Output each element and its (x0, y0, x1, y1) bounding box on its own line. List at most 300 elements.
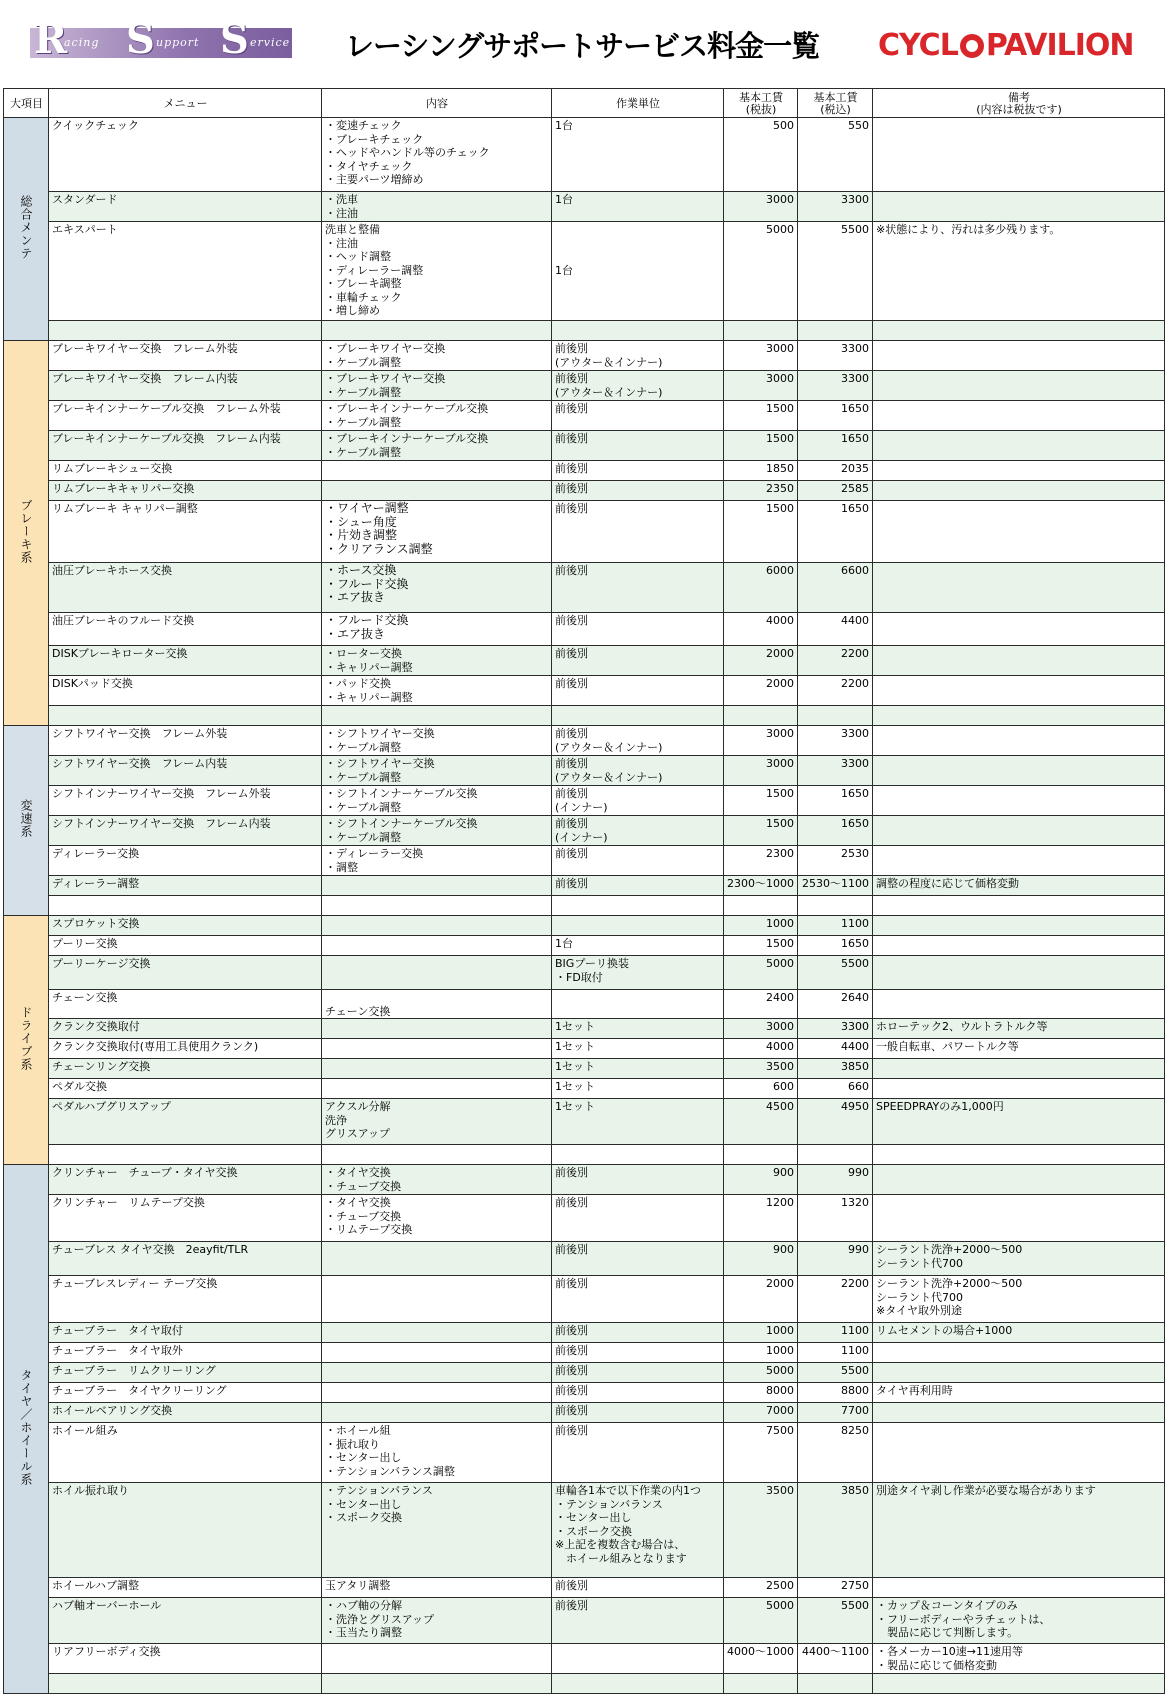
menu-cell: チェーン交換 (49, 990, 322, 1019)
price-incl-cell: 1650 (798, 936, 873, 956)
unit-cell: 前後別 (552, 563, 724, 613)
price-incl-cell: 3300 (798, 1019, 873, 1039)
unit-cell: 前後別 (552, 401, 724, 431)
content-cell (322, 481, 552, 501)
unit-cell: 車輪各1本で以下作業の内1つ ・テンションバランス ・センター出し ・スポーク交換 ※上記を複数含む場合は、 ホイール組みとなります (552, 1483, 724, 1578)
price-excl-cell: 2400 (724, 990, 798, 1019)
price-incl-cell: 1650 (798, 431, 873, 461)
note-cell (873, 816, 1165, 846)
column-header: 大項目 (4, 89, 49, 118)
table-row (4, 1039, 1165, 1059)
unit-cell: 前後別 (552, 676, 724, 706)
price-excl-cell: 3500 (724, 1483, 798, 1578)
price-incl-cell: 2200 (798, 676, 873, 706)
unit-cell: 前後別 (552, 501, 724, 563)
price-excl-cell: 1500 (724, 501, 798, 563)
menu-cell: ハブ軸オーバーホール (49, 1598, 322, 1644)
table-row (4, 1242, 1165, 1276)
table-row (4, 1059, 1165, 1079)
note-cell (873, 706, 1165, 726)
note-cell (873, 1145, 1165, 1165)
column-header: 基本工賃 (税込) (798, 89, 873, 118)
content-cell: ・タイヤ交換 ・チューブ交換 ・リムテープ交換 (322, 1195, 552, 1242)
content-cell (322, 1019, 552, 1039)
logo-letter: R (34, 16, 68, 63)
price-excl-cell: 5000 (724, 1598, 798, 1644)
content-cell: ・ブレーキワイヤー交換 ・ケーブル調整 (322, 341, 552, 371)
price-incl-cell: 4400～1100 (798, 1644, 873, 1674)
unit-cell: 前後別 (アウター＆インナー) (552, 341, 724, 371)
table-row (4, 726, 1165, 756)
note-cell (873, 1165, 1165, 1195)
menu-cell: ホイールハブ調整 (49, 1578, 322, 1598)
unit-cell: 前後別 (552, 1403, 724, 1423)
column-header: 備考 (内容は税抜です) (873, 89, 1165, 118)
note-cell (873, 1423, 1165, 1483)
unit-cell: 1セット (552, 1059, 724, 1079)
price-excl-cell: 1000 (724, 1323, 798, 1343)
table-row (4, 461, 1165, 481)
content-cell (322, 1039, 552, 1059)
note-cell (873, 726, 1165, 756)
table-row (4, 401, 1165, 431)
price-incl-cell (798, 1145, 873, 1165)
content-cell: 玉アタリ調整 (322, 1578, 552, 1598)
menu-cell: ホイールベアリング交換 (49, 1403, 322, 1423)
price-incl-cell: 990 (798, 1165, 873, 1195)
column-header: 内容 (322, 89, 552, 118)
price-excl-cell: 3000 (724, 371, 798, 401)
globe-icon (960, 34, 984, 58)
table-row (4, 341, 1165, 371)
price-incl-cell: 1650 (798, 401, 873, 431)
category-cell (4, 726, 49, 916)
unit-cell: 前後別 (552, 1242, 724, 1276)
table-row (4, 222, 1165, 321)
content-cell: ・ホース交換 ・フルード交換 ・エア抜き (322, 563, 552, 613)
note-cell (873, 896, 1165, 916)
price-excl-cell: 5000 (724, 1363, 798, 1383)
unit-cell (552, 916, 724, 936)
note-cell (873, 1195, 1165, 1242)
note-cell (873, 646, 1165, 676)
table-row (4, 192, 1165, 222)
table-row (4, 1276, 1165, 1323)
content-cell: ・ブレーキインナーケーブル交換 ・ケーブル調整 (322, 401, 552, 431)
unit-cell: 1セット (552, 1039, 724, 1059)
unit-cell: 前後別 (552, 1598, 724, 1644)
table-row (4, 1383, 1165, 1403)
unit-cell: 前後別 (552, 1323, 724, 1343)
menu-cell: ホイル振れ取り (49, 1483, 322, 1578)
note-cell (873, 936, 1165, 956)
table-row (4, 990, 1165, 1019)
note-cell: 別途タイヤ剥し作業が必要な場合があります (873, 1483, 1165, 1578)
menu-cell: DISKブレーキローター交換 (49, 646, 322, 676)
price-incl-cell: 1320 (798, 1195, 873, 1242)
logo-word: upport (156, 36, 200, 49)
table-row (4, 1403, 1165, 1423)
price-incl-cell (798, 896, 873, 916)
price-incl-cell: 2035 (798, 461, 873, 481)
price-excl-cell: 1000 (724, 916, 798, 936)
menu-cell (49, 1145, 322, 1165)
table-row (4, 1363, 1165, 1383)
menu-cell: DISKパッド交換 (49, 676, 322, 706)
content-cell: ・ディレーラー交換 ・調整 (322, 846, 552, 876)
logo-word: ervice (250, 36, 291, 49)
price-incl-cell: 550 (798, 118, 873, 192)
unit-cell: 前後別 (552, 1363, 724, 1383)
price-excl-cell: 2000 (724, 676, 798, 706)
table-row (4, 1423, 1165, 1483)
table-row (4, 1165, 1165, 1195)
price-incl-cell: 3850 (798, 1483, 873, 1578)
note-cell: シーラント洗浄+2000～500 シーラント代700 ※タイヤ取外別途 (873, 1276, 1165, 1323)
price-table (3, 88, 1165, 1694)
price-excl-cell: 3000 (724, 756, 798, 786)
note-cell (873, 371, 1165, 401)
price-excl-cell: 2300～1000 (724, 876, 798, 896)
unit-cell: 前後別 (552, 1195, 724, 1242)
menu-cell: 油圧ブレーキホース交換 (49, 563, 322, 613)
content-cell (322, 1343, 552, 1363)
content-cell: ・洗車 ・注油 (322, 192, 552, 222)
content-cell (322, 1323, 552, 1343)
price-excl-cell: 1500 (724, 936, 798, 956)
price-incl-cell (798, 706, 873, 726)
unit-cell: 1台 (552, 936, 724, 956)
table-row (4, 371, 1165, 401)
content-cell (322, 1674, 552, 1694)
brand-left: CYCL (878, 28, 958, 63)
price-incl-cell: 3300 (798, 192, 873, 222)
price-excl-cell: 3500 (724, 1059, 798, 1079)
note-cell (873, 1079, 1165, 1099)
price-incl-cell (798, 321, 873, 341)
price-incl-cell: 8250 (798, 1423, 873, 1483)
price-excl-cell: 1850 (724, 461, 798, 481)
menu-cell: シフトインナーワイヤー交換 フレーム内装 (49, 816, 322, 846)
content-cell: ・ホイール組 ・振れ取り ・センター出し ・テンションバランス調整 (322, 1423, 552, 1483)
note-cell (873, 501, 1165, 563)
unit-cell: 前後別 (552, 1578, 724, 1598)
price-excl-cell: 1500 (724, 401, 798, 431)
content-cell: ・ワイヤー調整 ・シュー角度 ・片効き調整 ・クリアランス調整 (322, 501, 552, 563)
note-cell (873, 676, 1165, 706)
price-excl-cell: 4000～1000 (724, 1644, 798, 1674)
price-excl-cell (724, 1674, 798, 1694)
note-cell (873, 321, 1165, 341)
price-incl-cell (798, 1674, 873, 1694)
price-incl-cell: 4950 (798, 1099, 873, 1145)
table-row (4, 1343, 1165, 1363)
note-cell (873, 461, 1165, 481)
note-cell: ・カップ＆コーンタイプのみ ・フリーボディーやラチェットは、 製品に応じて判断します。 (873, 1598, 1165, 1644)
price-excl-cell: 4500 (724, 1099, 798, 1145)
content-cell (322, 706, 552, 726)
price-incl-cell: 3300 (798, 371, 873, 401)
unit-cell: 前後別 (アウター＆インナー) (552, 371, 724, 401)
menu-cell: シフトワイヤー交換 フレーム内装 (49, 756, 322, 786)
table-row (4, 431, 1165, 461)
price-excl-cell: 600 (724, 1079, 798, 1099)
content-cell (322, 461, 552, 481)
category-cell (4, 341, 49, 726)
menu-cell: ブレーキインナーケーブル交換 フレーム外装 (49, 401, 322, 431)
table-row (4, 481, 1165, 501)
table-row (4, 846, 1165, 876)
price-incl-cell: 990 (798, 1242, 873, 1276)
price-incl-cell: 2200 (798, 1276, 873, 1323)
note-cell: タイヤ再利用時 (873, 1383, 1165, 1403)
unit-cell: 1台 (552, 118, 724, 192)
price-excl-cell (724, 321, 798, 341)
price-excl-cell (724, 1145, 798, 1165)
content-cell: チェーン交換 (322, 990, 552, 1019)
price-incl-cell: 1100 (798, 1323, 873, 1343)
table-row (4, 321, 1165, 341)
price-incl-cell: 3300 (798, 756, 873, 786)
content-cell (322, 936, 552, 956)
price-incl-cell: 660 (798, 1079, 873, 1099)
menu-cell (49, 706, 322, 726)
unit-cell: 前後別 (552, 1423, 724, 1483)
content-cell: ・シフトワイヤー交換 ・ケーブル調整 (322, 756, 552, 786)
content-cell (322, 1403, 552, 1423)
content-cell (322, 1383, 552, 1403)
price-excl-cell: 1200 (724, 1195, 798, 1242)
unit-cell: 前後別 (552, 613, 724, 646)
unit-cell: 前後別 (552, 1276, 724, 1323)
content-cell (322, 1644, 552, 1674)
page-title: レーシングサポートサービス料金一覧 (345, 29, 820, 63)
table-row (4, 1019, 1165, 1039)
note-cell (873, 786, 1165, 816)
unit-cell: 前後別 (552, 461, 724, 481)
content-cell: ・シフトインナーケーブル交換 ・ケーブル調整 (322, 816, 552, 846)
price-excl-cell: 2300 (724, 846, 798, 876)
content-cell: ・シフトインナーケーブル交換 ・ケーブル調整 (322, 786, 552, 816)
price-incl-cell: 4400 (798, 1039, 873, 1059)
price-excl-cell: 900 (724, 1242, 798, 1276)
content-cell: ・シフトワイヤー交換 ・ケーブル調整 (322, 726, 552, 756)
price-incl-cell: 2640 (798, 990, 873, 1019)
menu-cell: スタンダード (49, 192, 322, 222)
content-cell: ・タイヤ交換 ・チューブ交換 (322, 1165, 552, 1195)
table-row (4, 706, 1165, 726)
page-header (0, 0, 1165, 88)
table-row (4, 1145, 1165, 1165)
price-excl-cell: 2000 (724, 646, 798, 676)
content-cell: 洗車と整備 ・注油 ・ヘッド調整 ・ディレーラー調整 ・ブレーキ調整 ・車輪チェック ・増し締め (322, 222, 552, 321)
table-row (4, 916, 1165, 936)
price-incl-cell: 1650 (798, 786, 873, 816)
menu-cell: リアフリーボディ交換 (49, 1644, 322, 1674)
price-incl-cell: 1650 (798, 816, 873, 846)
unit-cell: 前後別 (インナー) (552, 786, 724, 816)
price-excl-cell: 7500 (724, 1423, 798, 1483)
unit-cell: 前後別 (552, 1343, 724, 1363)
content-cell: ・ブレーキワイヤー交換 ・ケーブル調整 (322, 371, 552, 401)
price-incl-cell: 2585 (798, 481, 873, 501)
menu-cell: クリンチャー リムテープ交換 (49, 1195, 322, 1242)
menu-cell: 油圧ブレーキのフルード交換 (49, 613, 322, 646)
content-cell: アクスル分解 洗浄 グリスアップ (322, 1099, 552, 1145)
note-cell (873, 846, 1165, 876)
menu-cell: リムブレーキ キャリパー調整 (49, 501, 322, 563)
unit-cell: 前後別 (552, 646, 724, 676)
note-cell (873, 1363, 1165, 1383)
price-incl-cell: 3850 (798, 1059, 873, 1079)
note-cell: リムセメントの場合+1000 (873, 1323, 1165, 1343)
price-excl-cell: 3000 (724, 192, 798, 222)
category-cell (4, 1165, 49, 1694)
price-excl-cell: 7000 (724, 1403, 798, 1423)
note-cell (873, 1674, 1165, 1694)
table-row (4, 896, 1165, 916)
content-cell (322, 956, 552, 990)
price-incl-cell: 7700 (798, 1403, 873, 1423)
content-cell (322, 1363, 552, 1383)
price-incl-cell: 2750 (798, 1578, 873, 1598)
price-incl-cell: 1100 (798, 916, 873, 936)
menu-cell: エキスパート (49, 222, 322, 321)
menu-cell: チューブラー リムクリーリング (49, 1363, 322, 1383)
menu-cell (49, 896, 322, 916)
price-incl-cell: 5500 (798, 956, 873, 990)
menu-cell: ペダルハブグリスアップ (49, 1099, 322, 1145)
menu-cell: リムブレーキキャリパー交換 (49, 481, 322, 501)
menu-cell: ディレーラー調整 (49, 876, 322, 896)
table-row (4, 118, 1165, 192)
price-excl-cell: 4000 (724, 1039, 798, 1059)
price-excl-cell: 5000 (724, 956, 798, 990)
price-incl-cell: 1650 (798, 501, 873, 563)
price-incl-cell: 3300 (798, 726, 873, 756)
note-cell: シーラント洗浄+2000～500 シーラント代700 (873, 1242, 1165, 1276)
note-cell (873, 916, 1165, 936)
category-label: 総合メンテ (19, 194, 33, 260)
unit-cell (552, 706, 724, 726)
note-cell: ※状態により、汚れは多少残ります。 (873, 222, 1165, 321)
price-excl-cell: 1500 (724, 786, 798, 816)
unit-cell: BIGプーリ換装 ・FD取付 (552, 956, 724, 990)
column-header: 作業単位 (552, 89, 724, 118)
price-excl-cell: 8000 (724, 1383, 798, 1403)
price-excl-cell (724, 896, 798, 916)
content-cell (322, 1276, 552, 1323)
content-cell (322, 916, 552, 936)
content-cell (322, 896, 552, 916)
unit-cell: 前後別 (552, 846, 724, 876)
price-incl-cell: 8800 (798, 1383, 873, 1403)
price-incl-cell: 6600 (798, 563, 873, 613)
price-incl-cell: 2530～1100 (798, 876, 873, 896)
unit-cell: 前後別 (552, 431, 724, 461)
table-row (4, 1578, 1165, 1598)
note-cell (873, 756, 1165, 786)
note-cell (873, 563, 1165, 613)
unit-cell: 前後別 (552, 1383, 724, 1403)
column-header: 基本工賃 (税抜) (724, 89, 798, 118)
menu-cell: チューブレスレディー テープ交換 (49, 1276, 322, 1323)
content-cell (322, 1242, 552, 1276)
note-cell (873, 956, 1165, 990)
menu-cell: チューブラー タイヤクリーリング (49, 1383, 322, 1403)
category-label: ドライブ系 (19, 1005, 33, 1071)
price-incl-cell: 3300 (798, 341, 873, 371)
category-cell (4, 916, 49, 1165)
unit-cell: 前後別 (インナー) (552, 816, 724, 846)
unit-cell (552, 1644, 724, 1674)
table-row (4, 956, 1165, 990)
price-excl-cell: 2500 (724, 1578, 798, 1598)
unit-cell (552, 896, 724, 916)
menu-cell: ブレーキワイヤー交換 フレーム外装 (49, 341, 322, 371)
content-cell (322, 1059, 552, 1079)
content-cell (322, 876, 552, 896)
menu-cell: ホイール組み (49, 1423, 322, 1483)
content-cell: ・ブレーキインナーケーブル交換 ・ケーブル調整 (322, 431, 552, 461)
unit-cell (552, 1145, 724, 1165)
menu-cell: チューブレス タイヤ交換 2eayfit/TLR (49, 1242, 322, 1276)
menu-cell: チューブラー タイヤ取付 (49, 1323, 322, 1343)
note-cell (873, 613, 1165, 646)
logo-letter: S (220, 16, 249, 63)
note-cell (873, 341, 1165, 371)
table-row (4, 1079, 1165, 1099)
price-excl-cell (724, 706, 798, 726)
table-row (4, 1483, 1165, 1578)
unit-cell: 前後別 (552, 481, 724, 501)
price-excl-cell: 1500 (724, 431, 798, 461)
table-row (4, 646, 1165, 676)
table-row (4, 876, 1165, 896)
table-row (4, 1674, 1165, 1694)
price-incl-cell: 2530 (798, 846, 873, 876)
content-cell: ・テンションバランス ・センター出し ・スポーク交換 (322, 1483, 552, 1578)
unit-cell: 1セット (552, 1019, 724, 1039)
category-cell (4, 118, 49, 341)
logo-letter: S (126, 16, 155, 63)
menu-cell: シフトワイヤー交換 フレーム外装 (49, 726, 322, 756)
note-cell (873, 481, 1165, 501)
menu-cell (49, 1674, 322, 1694)
note-cell (873, 1343, 1165, 1363)
table-row (4, 936, 1165, 956)
note-cell (873, 192, 1165, 222)
price-excl-cell: 3000 (724, 726, 798, 756)
table-body (4, 118, 1165, 1694)
category-label: ブレーキ系 (19, 498, 33, 564)
note-cell: ホローテック2、ウルトラトルク等 (873, 1019, 1165, 1039)
content-cell: ・ハブ軸の分解 ・洗浄とグリスアップ ・玉当たり調整 (322, 1598, 552, 1644)
content-cell: ・ローター交換 ・キャリパー調整 (322, 646, 552, 676)
note-cell (873, 1059, 1165, 1079)
menu-cell: シフトインナーワイヤー交換 フレーム外装 (49, 786, 322, 816)
unit-cell: 1台 (552, 222, 724, 321)
table-row (4, 1195, 1165, 1242)
menu-cell: リムブレーキシュー交換 (49, 461, 322, 481)
note-cell (873, 401, 1165, 431)
content-cell: ・パッド交換 ・キャリパー調整 (322, 676, 552, 706)
menu-cell: プーリーケージ交換 (49, 956, 322, 990)
note-cell (873, 1578, 1165, 1598)
table-row (4, 1598, 1165, 1644)
price-incl-cell: 2200 (798, 646, 873, 676)
table-row (4, 613, 1165, 646)
